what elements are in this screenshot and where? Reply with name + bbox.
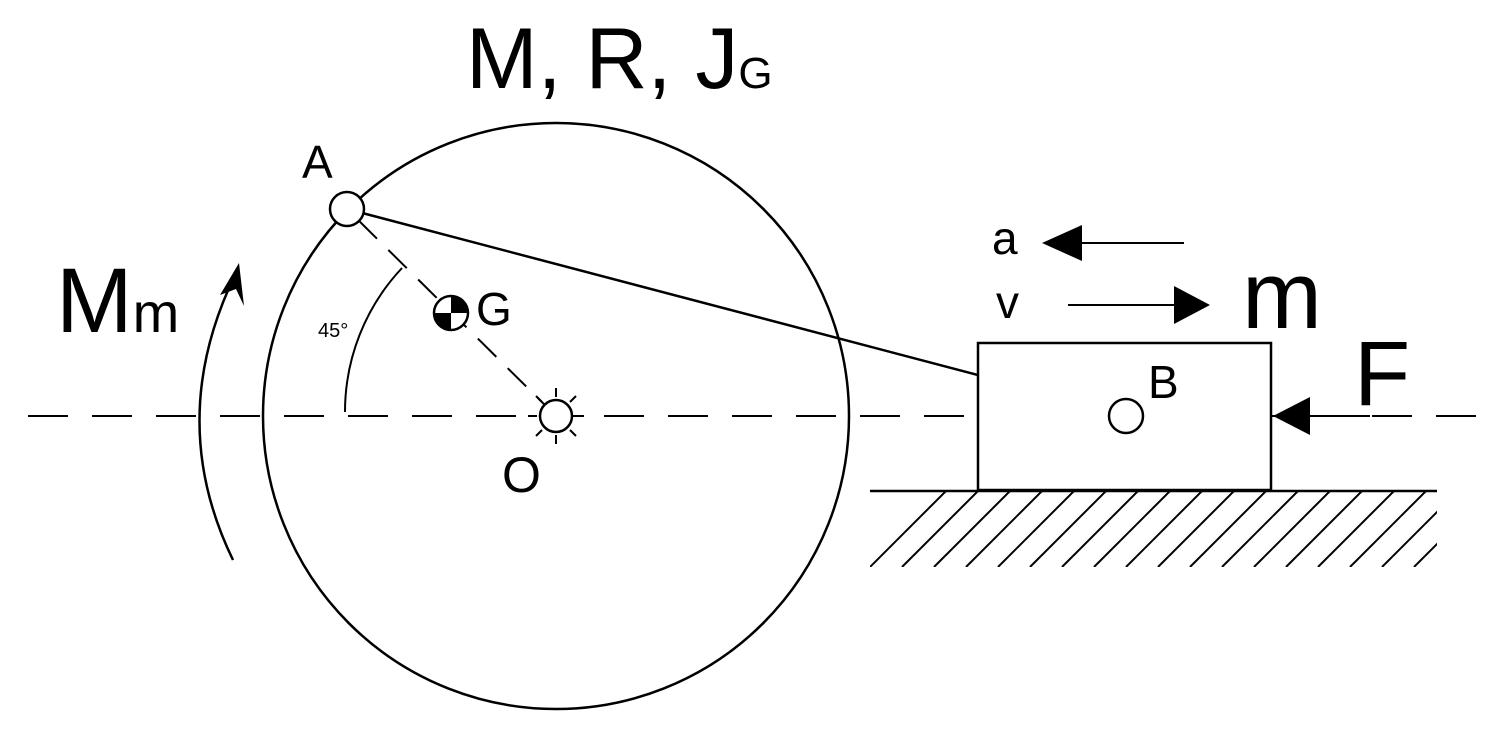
center-of-mass-icon (434, 296, 468, 330)
label-O: O (502, 447, 541, 503)
ground-hatch (870, 491, 1490, 567)
pin-icon (1109, 399, 1143, 433)
angle-arc (345, 268, 402, 412)
angle-label: 45° (318, 320, 349, 342)
title-sep2: , (647, 11, 696, 107)
label-Mm-main: M (56, 250, 133, 352)
acceleration-arrowhead (1042, 225, 1082, 261)
title-J: J (695, 11, 739, 107)
title (466, 11, 773, 107)
pin-A (330, 192, 364, 226)
label-m: m (1242, 242, 1322, 349)
label-F: F (1354, 323, 1411, 425)
label-A: A (302, 136, 333, 188)
label-Mm-sub: m (132, 281, 180, 344)
title-J-subscript: G (738, 49, 773, 98)
velocity-arrowhead (1174, 286, 1210, 324)
title-M: M (466, 11, 538, 107)
label-G: G (476, 283, 512, 335)
title-R: R (585, 11, 648, 107)
title-sep1: , (537, 11, 586, 107)
moment-arrow-arc (199, 275, 235, 560)
label-B: B (1148, 356, 1179, 408)
label-a: a (992, 212, 1018, 264)
pivot-icon (528, 388, 584, 444)
label-v: v (996, 276, 1019, 328)
label-Mm (56, 250, 179, 352)
force-arrowhead (1273, 397, 1310, 435)
